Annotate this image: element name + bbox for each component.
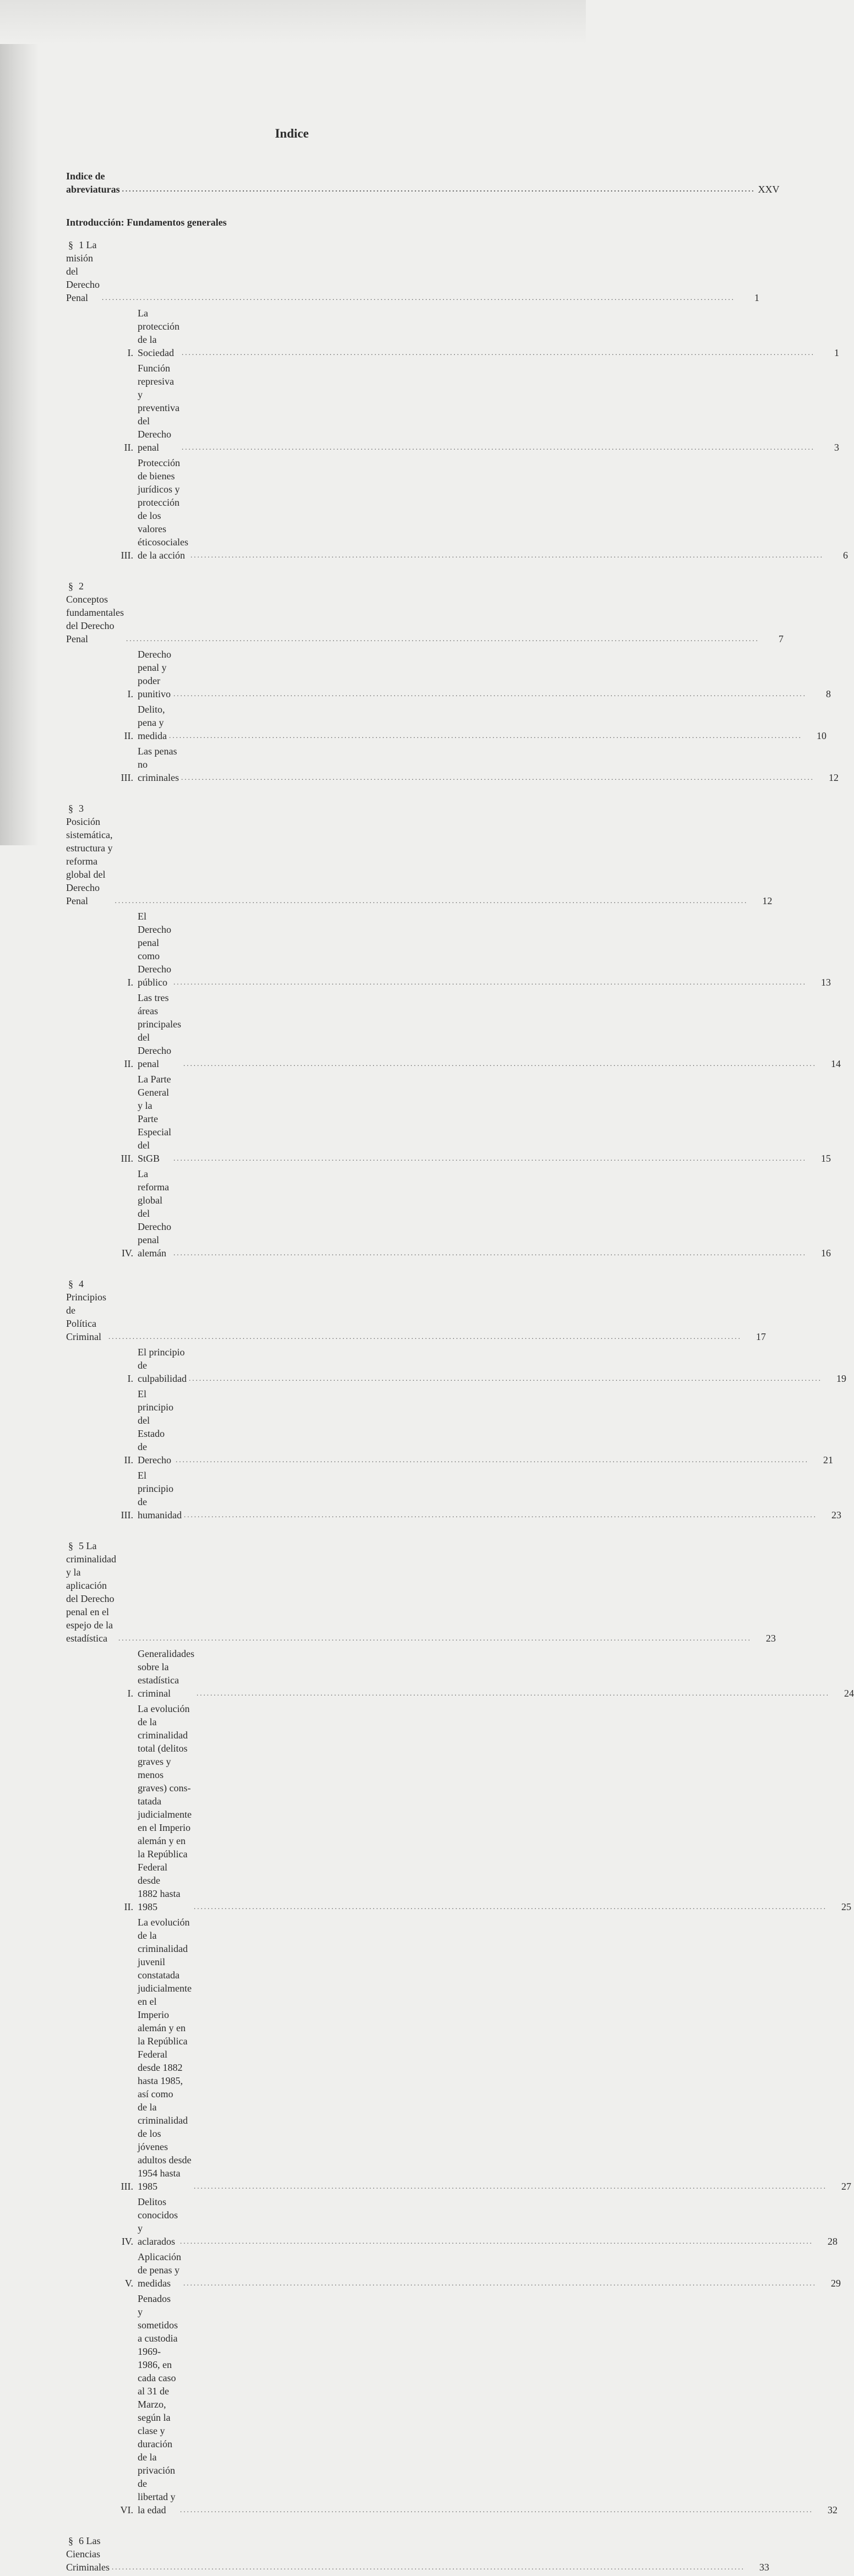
leader-dots: ........................................................................................................................................................................................ [108, 1332, 742, 1341]
table-of-contents [66, 127, 854, 2576]
toc-subentry-number: I. [127, 688, 133, 699]
toc-subentry [66, 1702, 851, 1913]
toc-subentry [66, 307, 839, 359]
toc-subentry [66, 362, 839, 454]
toc-page-number: 23 [765, 1633, 776, 1644]
leader-dots: ........................................................................................................................................................................................ [181, 773, 814, 781]
toc-entry-label: La Parte General y la Parte Especial del StGB [138, 1074, 171, 1164]
intro-heading: Introducción: Fundamentos generales [66, 217, 227, 228]
toc-entry-line: de la criminalidad de los jóvenes adultos desde 1954 hasta 1985 [138, 2102, 192, 2192]
leader-dots: ........................................................................................................................................................................................ [115, 896, 748, 905]
leader-dots: ........................................................................................................................................................................................ [193, 1902, 827, 1911]
toc-subentry-number: II. [124, 1901, 133, 1912]
leader-dots: ........................................................................................................................................................................................ [175, 1456, 809, 1464]
leader-dots: ........................................................................................................................................................................................ [179, 2237, 813, 2245]
toc-page-number: 29 [830, 2278, 841, 2289]
leader-dots: ........................................................................................................................................................................................ [122, 185, 755, 193]
toc-subentry [66, 456, 848, 562]
toc-subentry-number: II. [124, 1454, 133, 1465]
toc-entry-label [138, 456, 188, 562]
toc-entry-label: Delito, pena y medida [138, 704, 167, 741]
toc-page-number: 3 [834, 442, 839, 453]
toc-subentry [66, 1073, 831, 1165]
toc-page-number: 6 [842, 550, 848, 561]
leader-dots: ........................................................................................................................................................................................ [173, 1154, 807, 1162]
toc-page-number: 32 [828, 2504, 837, 2515]
toc-section-entry [66, 1277, 766, 1343]
toc-page-number: 10 [816, 730, 826, 741]
toc-subentry [66, 1647, 854, 1700]
toc-subentry-number: II. [124, 730, 133, 741]
toc-subentry [66, 648, 831, 701]
toc-entry-label: § 1 La misión del Derecho Penal [66, 239, 100, 303]
toc-entry-label: Las tres áreas principales del Derecho penal [138, 992, 181, 1069]
toc-entry-label: § 3 Posición sistemática, estructura y reforma global del Derecho Penal [66, 803, 113, 906]
toc-subentry-number: III. [121, 1509, 133, 1521]
toc-page-number: 14 [830, 1058, 841, 1069]
toc-page-number: 17 [756, 1331, 766, 1342]
toc-entry-line: tatada judicialmente en el Imperio alemán y en la República Federal desde [138, 1796, 192, 1886]
leader-dots: ........................................................................................................................................................................................ [183, 1059, 817, 1068]
toc-page-number: 27 [841, 2181, 851, 2192]
leader-dots: ........................................................................................................................................................................................ [183, 1511, 817, 1519]
toc-section-entry [66, 1539, 776, 1645]
toc-section-entry [66, 238, 759, 304]
toc-entry-line: según la clase y duración de la privación de libertad y la edad [138, 2412, 176, 2515]
toc-subentry-number: II. [124, 442, 133, 453]
toc-subentry-number: I. [127, 1373, 133, 1384]
page-edge-shadow [0, 0, 39, 845]
toc-entry-label: Derecho penal y poder punitivo [138, 649, 171, 699]
toc-subentry [66, 1167, 831, 1260]
section-gap [66, 2519, 507, 2534]
toc-page-number: 24 [844, 1688, 854, 1699]
toc-subentry [66, 910, 831, 989]
toc-page-number: 1 [754, 292, 759, 303]
leader-dots: ........................................................................................................................................................................................ [183, 2279, 817, 2287]
section-symbol: § [68, 803, 73, 814]
toc-page-number: 1 [834, 347, 839, 358]
section-symbol: § [68, 1540, 73, 1551]
leader-dots: ........................................................................................................................................................................................ [168, 731, 802, 740]
leader-dots: ........................................................................................................................................................................................ [181, 348, 815, 357]
toc-subentry-number: VI. [120, 2504, 133, 2515]
toc-entry-line: La evolución de la criminalidad total (delitos graves y menos graves) cons- [138, 1703, 191, 1793]
leader-dots: ........................................................................................................................................................................................ [173, 978, 807, 986]
section-gap [66, 564, 507, 579]
toc-page-number: 7 [778, 633, 784, 644]
toc-entry-label: Aplicación de penas y medidas [138, 2251, 181, 2289]
toc-page-number: 8 [825, 688, 831, 699]
toc-subentry-number: III. [121, 2181, 133, 2192]
section-symbol: § [68, 2535, 73, 2546]
toc-subentry-number: IV. [121, 2236, 133, 2247]
section-gap [66, 1524, 507, 1539]
toc-subentry [66, 1469, 841, 1522]
section-symbol: § [68, 1278, 73, 1289]
toc-entry-label: Delitos conocidos y aclarados [138, 2196, 178, 2247]
toc-sections [66, 238, 854, 2574]
page-title: Indice [275, 127, 309, 140]
toc-section-entry [66, 2534, 769, 2574]
toc-entry-line: Protección de bienes jurídicos y protección de los valores éticosociales [138, 457, 188, 548]
leader-dots: ........................................................................................................................................................................................ [196, 1689, 830, 1697]
toc-subentry [66, 2195, 837, 2248]
toc-entry-line: Penados y sometidos a custodia 1969-1986, en cada caso al 31 de Marzo, [138, 2293, 178, 2410]
leader-dots: ........................................................................................................................................................................................ [180, 2506, 813, 2514]
toc-subentry-number: I. [127, 1688, 133, 1699]
toc-subentry-number: V. [124, 2278, 133, 2289]
leader-dots: ........................................................................................................................................................................................ [101, 293, 735, 302]
leader-dots: ........................................................................................................................................................................................ [118, 1634, 752, 1642]
toc-entry-label: El Derecho penal como Derecho público [138, 911, 171, 988]
toc-page-number: 19 [836, 1373, 846, 1384]
toc-page-number: 28 [827, 2236, 837, 2247]
section-gap [66, 786, 507, 802]
section-symbol: § [68, 239, 73, 250]
toc-entry-line: Imperio alemán y en la República Federal desde 1882 hasta 1985, así como [138, 2009, 188, 2099]
leader-dots: ........................................................................................................................................................................................ [111, 2563, 745, 2571]
toc-subentry [66, 2250, 841, 2290]
toc-entry-label: § 5 La criminalidad y la aplicación del Derecho penal en el espejo de la estadística [66, 1540, 116, 1644]
leader-dots: ........................................................................................................................................................................................ [188, 1374, 822, 1382]
toc-page-number: 12 [828, 772, 839, 783]
toc-entry-label: § 2 Conceptos fundamentales del Derecho Penal [66, 581, 124, 644]
toc-subentry-number: IV. [121, 1248, 133, 1259]
leader-dots: ........................................................................................................................................................................................ [181, 443, 815, 451]
toc-subentry [66, 745, 839, 784]
toc-page-number: 13 [820, 977, 831, 988]
toc-subentry [66, 2292, 837, 2517]
toc-entry-label: Función represiva y preventiva del Derecho penal [138, 363, 179, 453]
section-symbol: § [68, 581, 73, 592]
toc-subentry [66, 1916, 851, 2193]
toc-entry-label [138, 1702, 192, 1913]
page-top-shade [0, 0, 586, 44]
toc-entry-label [138, 1916, 192, 2193]
toc-entry-line: de la acción [138, 550, 185, 561]
leader-dots: ........................................................................................................................................................................................ [190, 551, 824, 559]
toc-subentry [66, 1387, 833, 1467]
toc-entry-label: § 4 Principios de Política Criminal [66, 1278, 107, 1342]
toc-subentry-number: III. [121, 1153, 133, 1164]
toc-page-number: 25 [841, 1901, 851, 1912]
toc-entry-label: La reforma global del Derecho penal alemán [138, 1168, 171, 1259]
toc-subentry [66, 991, 841, 1070]
leader-dots: ........................................................................................................................................................................................ [193, 2182, 827, 2190]
toc-page-number: 15 [820, 1153, 831, 1164]
toc-entry-label: § 6 Las Ciencias Criminales [66, 2535, 110, 2573]
toc-page-number: 16 [820, 1248, 831, 1259]
leader-dots: ........................................................................................................................................................................................ [173, 1249, 807, 1257]
leader-dots: ........................................................................................................................................................................................ [173, 690, 807, 698]
toc-entry-line: 1882 hasta 1985 [138, 1888, 181, 1912]
toc-subentry [66, 703, 826, 742]
toc-entry-label: La protección de la Sociedad [138, 308, 179, 358]
toc-entry-label [138, 2292, 178, 2517]
toc-page-number: 23 [831, 1509, 841, 1521]
toc-subentry-number: I. [127, 347, 133, 358]
toc-entry-label: El principio del Estado de Derecho [138, 1388, 173, 1465]
section-gap [66, 1262, 507, 1277]
toc-subentry-number: II. [124, 1058, 133, 1069]
toc-subentry-number: I. [127, 977, 133, 988]
toc-entry-label: Generalidades sobre la estadística criminal [138, 1648, 194, 1699]
toc-entry-label: Las penas no criminales [138, 746, 179, 783]
toc-entry-label: El principio de culpabilidad [138, 1347, 187, 1384]
toc-page-number: 33 [759, 2562, 769, 2573]
toc-section-entry [66, 579, 784, 646]
toc-subentry-number: III. [121, 550, 133, 561]
toc-section-entry [66, 802, 773, 907]
leader-dots: ........................................................................................................................................................................................ [126, 635, 759, 643]
toc-entry-label: Indice de abreviaturas [66, 171, 120, 195]
toc-page-number: 21 [823, 1454, 833, 1465]
toc-page-number: 12 [762, 895, 773, 906]
toc-subentry [66, 1346, 846, 1385]
toc-subentry-number: III. [121, 772, 133, 783]
toc-entry-line: La evolución de la criminalidad juvenil constatada judicialmente en el [138, 1917, 192, 2007]
toc-entry-label: El principio de humanidad [138, 1470, 182, 1521]
toc-page-number: XXV [758, 184, 780, 195]
toc-entry-abbreviations [66, 169, 780, 196]
